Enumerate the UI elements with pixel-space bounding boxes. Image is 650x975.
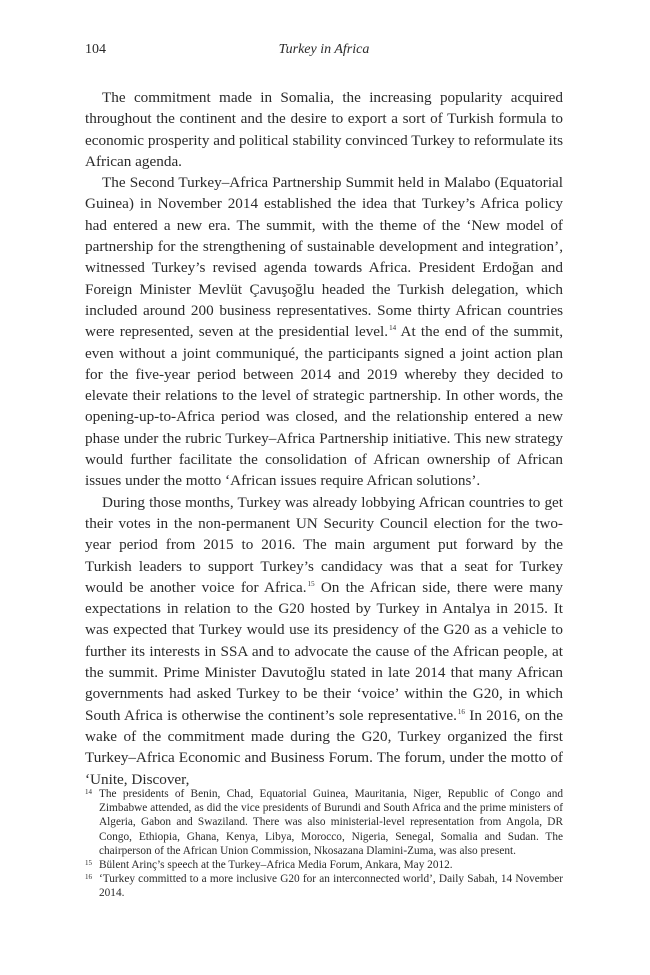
footnote-mark: 16 xyxy=(85,873,92,882)
footnote-15 xyxy=(85,858,563,872)
footnote-mark: 15 xyxy=(85,859,92,868)
paragraph-3-part-c: In 2016, on the wake of the commitment made during the G20, Turkey organized the first Turkey–Africa Economic and Business Forum. The forum, under the motto of ‘Unite, Discover, xyxy=(85,706,563,788)
footnote-ref-15[interactable]: 15 xyxy=(307,579,315,588)
paragraph-3 xyxy=(85,492,563,790)
page-header xyxy=(85,42,563,62)
page-number: 104 xyxy=(85,42,106,57)
footnote-text: ‘Turkey committed to a more inclusive G20 for an interconnected world’, Daily Sabah, 14 November 2014. xyxy=(99,873,563,900)
footnote-mark: 14 xyxy=(85,788,92,796)
running-title: Turkey in Africa xyxy=(278,42,370,57)
footnote-ref-16[interactable]: 16 xyxy=(457,707,465,716)
paragraph-3-part-a: During those months, Turkey was already lobbying African countries to get their votes in the non-permanent UN Security Council election for the two-year period from 2015 to 2016. The main argument put forward by the Turkish leaders to support Turkey’s candidacy was that a seat for Turkey would be another voice for Africa. xyxy=(85,493,563,596)
paragraph-1: The commitment made in Somalia, the increasing popularity acquired throughout the continent and the desire to export a sort of Turkish formula to economic prosperity and political stability convinced Turkey to reformulate its African agenda. xyxy=(85,89,563,170)
footnotes xyxy=(85,787,563,901)
body-text xyxy=(85,87,563,790)
paragraph-2-part-a: The Second Turkey–Africa Partnership Summit held in Malabo (Equatorial Guinea) in November 2014 established the idea that Turkey’s Africa policy had entered a new era. The summit, with the theme of the ‘New model of partnership for the strengthening of sustainable development and integration’, witnessed Turkey’s revised agenda towards Africa. President Erdoğan and Foreign Minister Mevlüt Çavuşoğlu headed the Turkish delegation, which included around 200 business representatives. Some thirty African countries were represented, seven at the presidential level. xyxy=(85,174,563,341)
paragraph-2-part-b: At the end of the summit, even without a joint communiqué, the participants signed a joint action plan for the five-year period between 2014 and 2019 whereby they decided to elevate their relations to the level of strategic partnership. In other words, the opening-up-to-Africa period was closed, and the relationship entered a new phase under the rubric Turkey–Africa Partnership initiative. This new strategy would further facilitate the consolidation of African ownership of African issues under the motto ‘African issues require African solutions’. xyxy=(85,323,563,490)
paragraph-2 xyxy=(85,172,563,491)
footnote-text: Bülent Arinç’s speech at the Turkey–Africa Media Forum, Ankara, May 2012. xyxy=(99,859,453,872)
paragraph-3-part-b: On the African side, there were many expectations in relation to the G20 hosted by Turkey in Antalya in 2015. It was expected that Turkey would use its presidency of the G20 as a vehicle to further its interests in SSA and to advocate the cause of the African people, at the summit. Prime Minister Davutoğlu stated in late 2014 that many African governments had asked Turkey to be their ‘voice’ within the G20, in which South Africa is otherwise the continent’s sole representative. xyxy=(85,578,563,724)
footnote-16 xyxy=(85,872,563,900)
footnote-14 xyxy=(85,787,563,858)
footnote-text: The presidents of Benin, Chad, Equatorial Guinea, Mauritania, Niger, Republic of Congo and Zimbabwe attended, as did the vice presidents of Burundi and South Africa and the prime ministers of Algeria, Gabon and Swaziland. There was also ministerial-level representation from Angola, DR Congo, Ethiopia, Ghana, Kenya, Libya, Morocco, Nigeria, Senegal, Somalia and Sudan. The chairperson of the African Union Commission, Nkosazana Dlamini-Zuma, was also present. xyxy=(99,788,563,857)
footnote-ref-14[interactable]: 14 xyxy=(389,324,397,333)
